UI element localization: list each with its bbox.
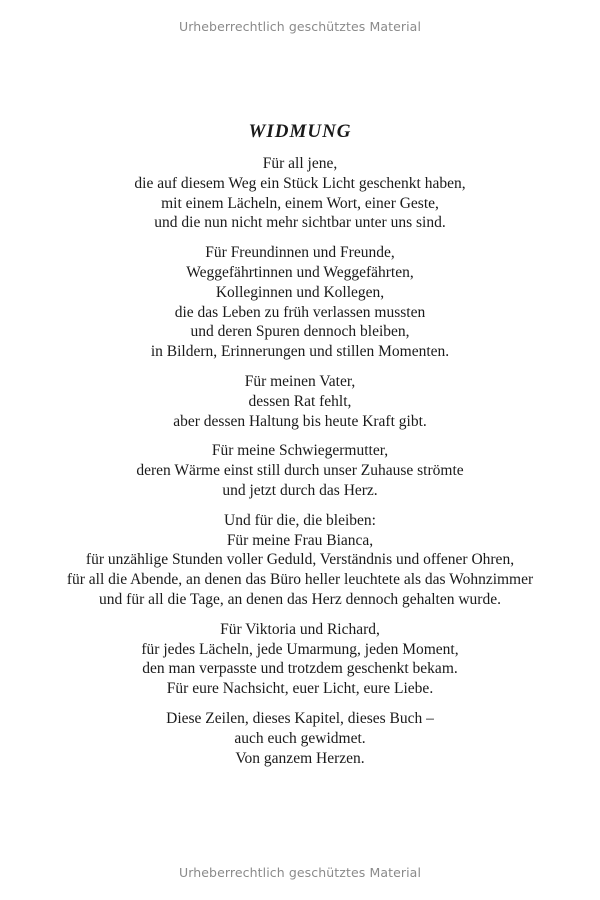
text-line: Weggefährtinnen und Weggefährten, [186,263,414,281]
stanza [0,441,600,500]
text-line: dessen Rat fehlt, [248,392,352,410]
text-line: Von ganzem Herzen. [235,749,365,767]
stanza [0,243,600,362]
text-line: Für Viktoria und Richard, [220,620,380,638]
text-line: Für Freundinnen und Freunde, [205,244,395,262]
watermark-top: Urheberrechtlich geschütztes Material [178,19,422,34]
page-title: WIDMUNG [248,121,352,142]
text-line: für all die Abende, an denen das Büro heller leuchtete als das Wohnzimmer [66,571,534,589]
stanza [0,154,600,233]
text-line: und die nun nicht mehr sichtbar unter uns sind. [154,214,446,232]
text-line: Für all jene, [262,155,338,172]
text-line: für unzählige Stunden voller Geduld, Verständnis und offener Ohren, [85,551,515,569]
text-line: und deren Spuren dennoch bleiben, [190,323,410,341]
stanza [0,372,600,431]
text-line: Für meinen Vater, [244,372,356,390]
text-line: für jedes Lächeln, jede Umarmung, jeden Moment, [141,640,459,658]
text-line: deren Wärme einst still durch unser Zuhause strömte [136,462,464,480]
text-line: aber dessen Haltung bis heute Kraft gibt. [173,412,427,430]
text-line: Für eure Nachsicht, euer Licht, eure Liebe. [166,680,434,698]
text-line: Für meine Schwiegermutter, [211,442,389,460]
text-line: auch euch gewidmet. [234,729,366,747]
stanza [0,620,600,699]
text-line: Für meine Frau Bianca, [226,531,374,549]
text-line: die das Leben zu früh verlassen mussten [174,303,426,321]
dedication-text [0,154,600,778]
text-line: Kolleginnen und Kollegen, [215,283,385,301]
text-line: mit einem Lächeln, einem Wort, einer Geste, [161,194,439,212]
text-line: Und für die, die bleiben: [224,511,376,529]
text-line: die auf diesem Weg ein Stück Licht geschenkt haben, [134,174,466,192]
text-line: Diese Zeilen, dieses Kapitel, dieses Buch – [166,709,434,727]
text-line: und jetzt durch das Herz. [222,481,378,499]
stanza [0,511,600,610]
stanza [0,709,600,768]
text-line: den man verpasste und trotzdem geschenkt bekam. [142,660,458,678]
text-line: und für all die Tage, an denen das Herz dennoch gehalten wurde. [99,590,501,608]
watermark-bottom: Urheberrechtlich geschütztes Material [178,865,422,880]
text-line: in Bildern, Erinnerungen und stillen Momenten. [150,343,450,361]
